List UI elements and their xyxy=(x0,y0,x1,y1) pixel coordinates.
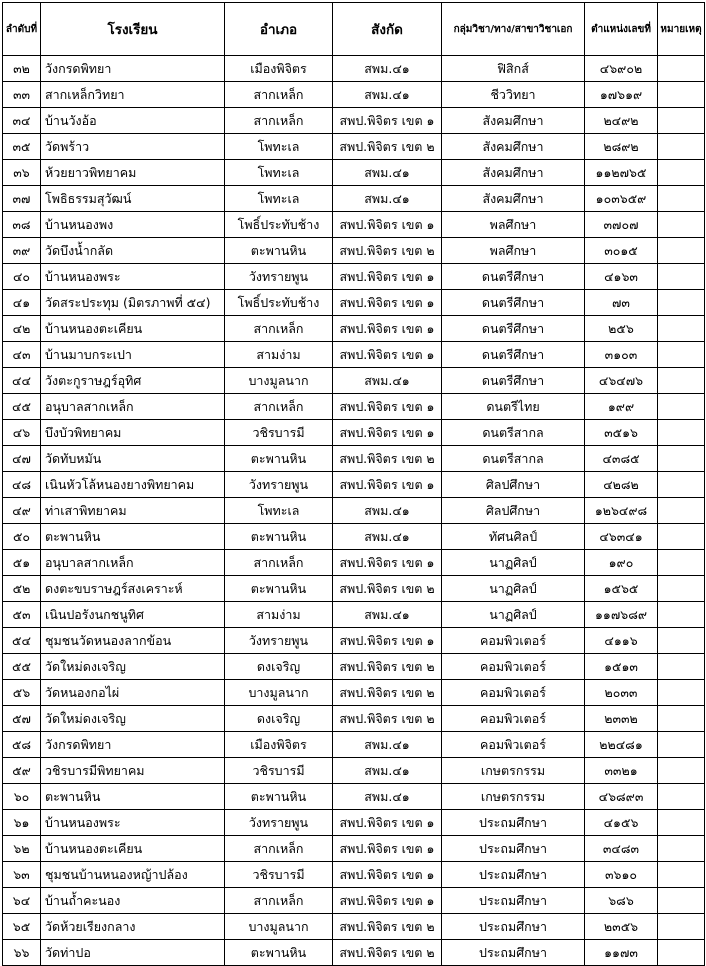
table-row xyxy=(3,940,705,966)
cell-school: บ้านถ้ำคะนอง xyxy=(41,888,225,914)
cell-no: ๔๐ xyxy=(3,264,41,290)
cell-no: ๔๘ xyxy=(3,472,41,498)
cell-position-no: ๑๐๓๖๕๙ xyxy=(585,186,658,212)
cell-position-no: ๒๔๙๒ xyxy=(585,108,658,134)
cell-subject: คอมพิวเตอร์ xyxy=(442,732,585,758)
cell-district: สากเหล็ก xyxy=(225,108,333,134)
cell-school: ตะพานหิน xyxy=(41,524,225,550)
cell-remark xyxy=(658,186,705,212)
cell-school: บึงบัวพิทยาคม xyxy=(41,420,225,446)
table-row xyxy=(3,446,705,472)
cell-position-no: ๑๕๑๓ xyxy=(585,654,658,680)
cell-district: ตะพานหิน xyxy=(225,524,333,550)
cell-position-no: ๓๐๑๕ xyxy=(585,238,658,264)
cell-remark xyxy=(658,732,705,758)
cell-remark xyxy=(658,290,705,316)
cell-remark xyxy=(658,862,705,888)
cell-district: บางมูลนาก xyxy=(225,368,333,394)
cell-remark xyxy=(658,576,705,602)
cell-remark xyxy=(658,420,705,446)
header-school: โรงเรียน xyxy=(41,3,225,56)
cell-affiliation: สพป.พิจิตร เขต ๒ xyxy=(333,706,442,732)
table-header xyxy=(3,3,705,56)
cell-district: วชิรบารมี xyxy=(225,420,333,446)
cell-affiliation: สพม.๔๑ xyxy=(333,186,442,212)
cell-no: ๖๑ xyxy=(3,810,41,836)
cell-position-no: ๔๒๘๒ xyxy=(585,472,658,498)
cell-no: ๕๗ xyxy=(3,706,41,732)
cell-no: ๓๓ xyxy=(3,82,41,108)
cell-remark xyxy=(658,836,705,862)
cell-school: วัดใหม่ดงเจริญ xyxy=(41,706,225,732)
cell-position-no: ๓๖๑๐ xyxy=(585,862,658,888)
cell-affiliation: สพม.๔๑ xyxy=(333,732,442,758)
cell-no: ๓๖ xyxy=(3,160,41,186)
cell-no: ๕๘ xyxy=(3,732,41,758)
cell-subject: ศิลปศึกษา xyxy=(442,498,585,524)
cell-subject: คอมพิวเตอร์ xyxy=(442,680,585,706)
cell-district: โพธิ์ประทับช้าง xyxy=(225,212,333,238)
cell-position-no: ๑๙๐ xyxy=(585,550,658,576)
table-row xyxy=(3,758,705,784)
cell-school: บ้านวังอ้อ xyxy=(41,108,225,134)
cell-position-no: ๔๓๘๕ xyxy=(585,446,658,472)
cell-subject: ดนตรีศึกษา xyxy=(442,264,585,290)
header-subject: กลุ่มวิชา/ทาง/สาขาวิชาเอก xyxy=(442,3,585,56)
cell-affiliation: สพม.๔๑ xyxy=(333,758,442,784)
cell-affiliation: สพป.พิจิตร เขต ๑ xyxy=(333,862,442,888)
cell-position-no: ๒๘๙๒ xyxy=(585,134,658,160)
cell-position-no: ๔๖๓๔๑ xyxy=(585,524,658,550)
cell-no: ๕๔ xyxy=(3,628,41,654)
cell-no: ๓๕ xyxy=(3,134,41,160)
cell-district: วังทรายพูน xyxy=(225,810,333,836)
cell-remark xyxy=(658,706,705,732)
cell-school: ตะพานหิน xyxy=(41,784,225,810)
cell-school: ชุมชนวัดหนองลากข้อน xyxy=(41,628,225,654)
cell-position-no: ๑๙๙ xyxy=(585,394,658,420)
cell-position-no: ๑๑๗๓ xyxy=(585,940,658,966)
cell-position-no: ๔๑๖๓ xyxy=(585,264,658,290)
table-row xyxy=(3,186,705,212)
cell-affiliation: สพม.๔๑ xyxy=(333,498,442,524)
cell-remark xyxy=(658,784,705,810)
cell-no: ๕๕ xyxy=(3,654,41,680)
cell-subject: ดนตรีสากล xyxy=(442,420,585,446)
cell-no: ๕๙ xyxy=(3,758,41,784)
cell-school: วังกรดพิทยา xyxy=(41,56,225,82)
cell-remark xyxy=(658,758,705,784)
cell-school: วัดบึงน้ำกลัด xyxy=(41,238,225,264)
cell-district: สากเหล็ก xyxy=(225,888,333,914)
cell-district: สามง่าม xyxy=(225,602,333,628)
header-row xyxy=(3,3,705,56)
cell-district: สากเหล็ก xyxy=(225,836,333,862)
cell-school: ดงตะขบราษฎร์สงเคราะห์ xyxy=(41,576,225,602)
table-row xyxy=(3,784,705,810)
table-row xyxy=(3,160,705,186)
cell-position-no: ๓๑๐๓ xyxy=(585,342,658,368)
cell-affiliation: สพป.พิจิตร เขต ๑ xyxy=(333,810,442,836)
table-row xyxy=(3,212,705,238)
cell-subject: ฟิสิกส์ xyxy=(442,56,585,82)
cell-position-no: ๑๑๒๗๖๕ xyxy=(585,160,658,186)
cell-district: โพทะเล xyxy=(225,498,333,524)
vacancy-table xyxy=(2,2,705,966)
cell-subject: ประถมศึกษา xyxy=(442,862,585,888)
table-row xyxy=(3,56,705,82)
cell-remark xyxy=(658,628,705,654)
cell-school: วัดห้วยเรียงกลาง xyxy=(41,914,225,940)
table-row xyxy=(3,680,705,706)
cell-affiliation: สพป.พิจิตร เขต ๑ xyxy=(333,342,442,368)
cell-no: ๕๒ xyxy=(3,576,41,602)
cell-remark xyxy=(658,316,705,342)
cell-subject: ทัศนศิลป์ xyxy=(442,524,585,550)
header-district: อำเภอ xyxy=(225,3,333,56)
table-row xyxy=(3,394,705,420)
cell-no: ๓๙ xyxy=(3,238,41,264)
cell-subject: คอมพิวเตอร์ xyxy=(442,706,585,732)
cell-school: เนินหัวโล้หนองยางพิทยาคม xyxy=(41,472,225,498)
cell-remark xyxy=(658,654,705,680)
table-row xyxy=(3,550,705,576)
cell-position-no: ๓๔๘๓ xyxy=(585,836,658,862)
cell-remark xyxy=(658,342,705,368)
cell-district: ดงเจริญ xyxy=(225,654,333,680)
cell-remark xyxy=(658,368,705,394)
header-no: ลำดับที่ xyxy=(3,3,41,56)
cell-position-no: ๔๑๕๖ xyxy=(585,810,658,836)
cell-district: วังทรายพูน xyxy=(225,472,333,498)
cell-no: ๕๐ xyxy=(3,524,41,550)
header-affiliation: สังกัด xyxy=(333,3,442,56)
cell-affiliation: สพป.พิจิตร เขต ๒ xyxy=(333,940,442,966)
cell-remark xyxy=(658,264,705,290)
cell-district: โพธิ์ประทับช้าง xyxy=(225,290,333,316)
cell-school: บ้านหนองพระ xyxy=(41,810,225,836)
cell-remark xyxy=(658,498,705,524)
cell-subject: คอมพิวเตอร์ xyxy=(442,628,585,654)
cell-school: อนุบาลสากเหล็ก xyxy=(41,394,225,420)
cell-no: ๖๐ xyxy=(3,784,41,810)
cell-position-no: ๔๖๙๐๒ xyxy=(585,56,658,82)
cell-remark xyxy=(658,472,705,498)
cell-position-no: ๔๖๘๙๓ xyxy=(585,784,658,810)
cell-position-no: ๖๘๖ xyxy=(585,888,658,914)
cell-no: ๔๖ xyxy=(3,420,41,446)
cell-affiliation: สพป.พิจิตร เขต ๑ xyxy=(333,550,442,576)
cell-remark xyxy=(658,914,705,940)
cell-school: วังตะกูราษฎร์อุทิศ xyxy=(41,368,225,394)
cell-affiliation: สพม.๔๑ xyxy=(333,160,442,186)
cell-subject: คอมพิวเตอร์ xyxy=(442,654,585,680)
cell-position-no: ๒๐๓๓ xyxy=(585,680,658,706)
cell-district: โพทะเล xyxy=(225,160,333,186)
cell-district: ตะพานหิน xyxy=(225,940,333,966)
cell-district: สากเหล็ก xyxy=(225,394,333,420)
cell-school: ห้วยยาวพิทยาคม xyxy=(41,160,225,186)
table-row xyxy=(3,290,705,316)
cell-district: ตะพานหิน xyxy=(225,576,333,602)
cell-position-no: ๒๕๖ xyxy=(585,316,658,342)
cell-affiliation: สพป.พิจิตร เขต ๑ xyxy=(333,420,442,446)
cell-school: วัดทับหมัน xyxy=(41,446,225,472)
cell-position-no: ๑๒๖๔๙๘ xyxy=(585,498,658,524)
cell-no: ๖๒ xyxy=(3,836,41,862)
cell-subject: ดนตรีศึกษา xyxy=(442,316,585,342)
table-row xyxy=(3,82,705,108)
cell-position-no: ๑๕๖๕ xyxy=(585,576,658,602)
table-row xyxy=(3,914,705,940)
cell-no: ๓๘ xyxy=(3,212,41,238)
cell-district: บางมูลนาก xyxy=(225,680,333,706)
cell-subject: ประถมศึกษา xyxy=(442,836,585,862)
cell-affiliation: สพป.พิจิตร เขต ๒ xyxy=(333,576,442,602)
table-row xyxy=(3,498,705,524)
cell-no: ๓๗ xyxy=(3,186,41,212)
cell-subject: เกษตรกรรม xyxy=(442,784,585,810)
cell-position-no: ๑๗๖๑๙ xyxy=(585,82,658,108)
cell-affiliation: สพม.๔๑ xyxy=(333,784,442,810)
cell-remark xyxy=(658,446,705,472)
cell-remark xyxy=(658,394,705,420)
cell-position-no: ๔๑๑๖ xyxy=(585,628,658,654)
cell-subject: นาฏศิลป์ xyxy=(442,576,585,602)
cell-district: เมืองพิจิตร xyxy=(225,56,333,82)
cell-district: ตะพานหิน xyxy=(225,784,333,810)
cell-no: ๔๗ xyxy=(3,446,41,472)
cell-no: ๖๓ xyxy=(3,862,41,888)
cell-affiliation: สพป.พิจิตร เขต ๑ xyxy=(333,290,442,316)
cell-school: วัดสระประทุม (มิตรภาพที่ ๕๔) xyxy=(41,290,225,316)
table-row xyxy=(3,134,705,160)
table-row xyxy=(3,888,705,914)
cell-school: วัดท่าปอ xyxy=(41,940,225,966)
cell-district: วังทรายพูน xyxy=(225,264,333,290)
cell-school: โพธิธรรมสุวัฒน์ xyxy=(41,186,225,212)
cell-no: ๔๔ xyxy=(3,368,41,394)
cell-subject: เกษตรกรรม xyxy=(442,758,585,784)
table-row xyxy=(3,264,705,290)
cell-remark xyxy=(658,108,705,134)
table-row xyxy=(3,368,705,394)
cell-district: วังทรายพูน xyxy=(225,628,333,654)
cell-affiliation: สพป.พิจิตร เขต ๒ xyxy=(333,654,442,680)
cell-school: บ้านหนองตะเคียน xyxy=(41,316,225,342)
table-row xyxy=(3,238,705,264)
cell-district: ดงเจริญ xyxy=(225,706,333,732)
cell-school: วัดใหม่ดงเจริญ xyxy=(41,654,225,680)
cell-district: สากเหล็ก xyxy=(225,82,333,108)
cell-district: โพทะเล xyxy=(225,134,333,160)
cell-school: บ้านหนองตะเคียน xyxy=(41,836,225,862)
cell-no: ๓๔ xyxy=(3,108,41,134)
cell-position-no: ๒๓๕๖ xyxy=(585,914,658,940)
cell-subject: นาฏศิลป์ xyxy=(442,602,585,628)
cell-no: ๔๕ xyxy=(3,394,41,420)
cell-affiliation: สพป.พิจิตร เขต ๑ xyxy=(333,628,442,654)
cell-remark xyxy=(658,680,705,706)
table-row xyxy=(3,420,705,446)
cell-subject: ศิลปศึกษา xyxy=(442,472,585,498)
table-row xyxy=(3,732,705,758)
cell-remark xyxy=(658,82,705,108)
cell-affiliation: สพป.พิจิตร เขต ๑ xyxy=(333,264,442,290)
cell-subject: ประถมศึกษา xyxy=(442,810,585,836)
table-row xyxy=(3,654,705,680)
cell-school: บ้านมาบกระเปา xyxy=(41,342,225,368)
table-body xyxy=(3,56,705,966)
cell-school: วัดพร้าว xyxy=(41,134,225,160)
table-row xyxy=(3,342,705,368)
cell-remark xyxy=(658,940,705,966)
cell-affiliation: สพป.พิจิตร เขต ๑ xyxy=(333,836,442,862)
cell-school: อนุบาลสากเหล็ก xyxy=(41,550,225,576)
cell-remark xyxy=(658,238,705,264)
cell-remark xyxy=(658,524,705,550)
cell-school: วชิรบารมีพิทยาคม xyxy=(41,758,225,784)
cell-remark xyxy=(658,56,705,82)
cell-district: บางมูลนาก xyxy=(225,914,333,940)
cell-school: บ้านหนองพระ xyxy=(41,264,225,290)
header-position-no: ตำแหน่งเลขที่ xyxy=(585,3,658,56)
cell-affiliation: สพป.พิจิตร เขต ๑ xyxy=(333,316,442,342)
cell-school: วัดหนองกอไผ่ xyxy=(41,680,225,706)
table-row xyxy=(3,602,705,628)
cell-no: ๖๖ xyxy=(3,940,41,966)
cell-position-no: ๒๒๔๘๑ xyxy=(585,732,658,758)
cell-subject: พลศึกษา xyxy=(442,212,585,238)
header-remark: หมายเหตุ xyxy=(658,3,705,56)
cell-position-no: ๓๓๒๑ xyxy=(585,758,658,784)
table-row xyxy=(3,108,705,134)
cell-school: วังกรดพิทยา xyxy=(41,732,225,758)
cell-district: สากเหล็ก xyxy=(225,550,333,576)
cell-remark xyxy=(658,810,705,836)
cell-district: ตะพานหิน xyxy=(225,446,333,472)
cell-affiliation: สพม.๔๑ xyxy=(333,602,442,628)
cell-subject: ชีววิทยา xyxy=(442,82,585,108)
cell-no: ๕๖ xyxy=(3,680,41,706)
cell-affiliation: สพม.๔๑ xyxy=(333,56,442,82)
cell-district: โพทะเล xyxy=(225,186,333,212)
cell-affiliation: สพม.๔๑ xyxy=(333,524,442,550)
cell-affiliation: สพป.พิจิตร เขต ๒ xyxy=(333,680,442,706)
cell-subject: ประถมศึกษา xyxy=(442,914,585,940)
cell-no: ๕๓ xyxy=(3,602,41,628)
cell-subject: ดนตรีศึกษา xyxy=(442,368,585,394)
cell-no: ๕๑ xyxy=(3,550,41,576)
cell-remark xyxy=(658,212,705,238)
table-row xyxy=(3,862,705,888)
cell-subject: สังคมศึกษา xyxy=(442,108,585,134)
table-row xyxy=(3,316,705,342)
cell-district: วชิรบารมี xyxy=(225,862,333,888)
cell-district: วชิรบารมี xyxy=(225,758,333,784)
cell-subject: ประถมศึกษา xyxy=(442,888,585,914)
table-row xyxy=(3,810,705,836)
table-row xyxy=(3,836,705,862)
cell-no: ๖๔ xyxy=(3,888,41,914)
cell-affiliation: สพป.พิจิตร เขต ๑ xyxy=(333,212,442,238)
cell-remark xyxy=(658,888,705,914)
cell-affiliation: สพป.พิจิตร เขต ๑ xyxy=(333,108,442,134)
table-row xyxy=(3,472,705,498)
cell-district: สากเหล็ก xyxy=(225,316,333,342)
cell-position-no: ๑๑๗๖๘๙ xyxy=(585,602,658,628)
cell-remark xyxy=(658,160,705,186)
cell-subject: ดนตรีไทย xyxy=(442,394,585,420)
cell-no: ๔๙ xyxy=(3,498,41,524)
table-row xyxy=(3,706,705,732)
cell-district: ตะพานหิน xyxy=(225,238,333,264)
cell-remark xyxy=(658,602,705,628)
cell-school: ชุมชนบ้านหนองหญ้าปล้อง xyxy=(41,862,225,888)
cell-no: ๖๕ xyxy=(3,914,41,940)
cell-subject: ดนตรีสากล xyxy=(442,446,585,472)
cell-subject: ดนตรีศึกษา xyxy=(442,290,585,316)
cell-position-no: ๗๓ xyxy=(585,290,658,316)
cell-subject: พลศึกษา xyxy=(442,238,585,264)
cell-position-no: ๓๕๑๖ xyxy=(585,420,658,446)
cell-subject: ประถมศึกษา xyxy=(442,940,585,966)
cell-subject: ดนตรีศึกษา xyxy=(442,342,585,368)
cell-no: ๔๑ xyxy=(3,290,41,316)
table-row xyxy=(3,628,705,654)
cell-position-no: ๓๗๐๗ xyxy=(585,212,658,238)
cell-affiliation: สพป.พิจิตร เขต ๑ xyxy=(333,888,442,914)
cell-remark xyxy=(658,134,705,160)
cell-school: บ้านหนองพง xyxy=(41,212,225,238)
cell-subject: สังคมศึกษา xyxy=(442,160,585,186)
table-row xyxy=(3,576,705,602)
table-row xyxy=(3,524,705,550)
cell-subject: นาฏศิลป์ xyxy=(442,550,585,576)
cell-position-no: ๔๖๔๗๖ xyxy=(585,368,658,394)
cell-subject: สังคมศึกษา xyxy=(442,134,585,160)
cell-no: ๔๒ xyxy=(3,316,41,342)
cell-affiliation: สพป.พิจิตร เขต ๑ xyxy=(333,394,442,420)
cell-affiliation: สพป.พิจิตร เขต ๑ xyxy=(333,472,442,498)
cell-affiliation: สพป.พิจิตร เขต ๒ xyxy=(333,914,442,940)
cell-affiliation: สพป.พิจิตร เขต ๒ xyxy=(333,238,442,264)
cell-affiliation: สพม.๔๑ xyxy=(333,82,442,108)
cell-school: สากเหล็กวิทยา xyxy=(41,82,225,108)
cell-affiliation: สพม.๔๑ xyxy=(333,368,442,394)
cell-no: ๓๒ xyxy=(3,56,41,82)
cell-remark xyxy=(658,550,705,576)
cell-district: เมืองพิจิตร xyxy=(225,732,333,758)
cell-subject: สังคมศึกษา xyxy=(442,186,585,212)
cell-no: ๔๓ xyxy=(3,342,41,368)
cell-affiliation: สพป.พิจิตร เขต ๒ xyxy=(333,446,442,472)
cell-position-no: ๒๓๓๒ xyxy=(585,706,658,732)
cell-school: เนินปอรังนกชนูทิศ xyxy=(41,602,225,628)
cell-school: ท่าเสาพิทยาคม xyxy=(41,498,225,524)
cell-district: สามง่าม xyxy=(225,342,333,368)
cell-affiliation: สพป.พิจิตร เขต ๒ xyxy=(333,134,442,160)
